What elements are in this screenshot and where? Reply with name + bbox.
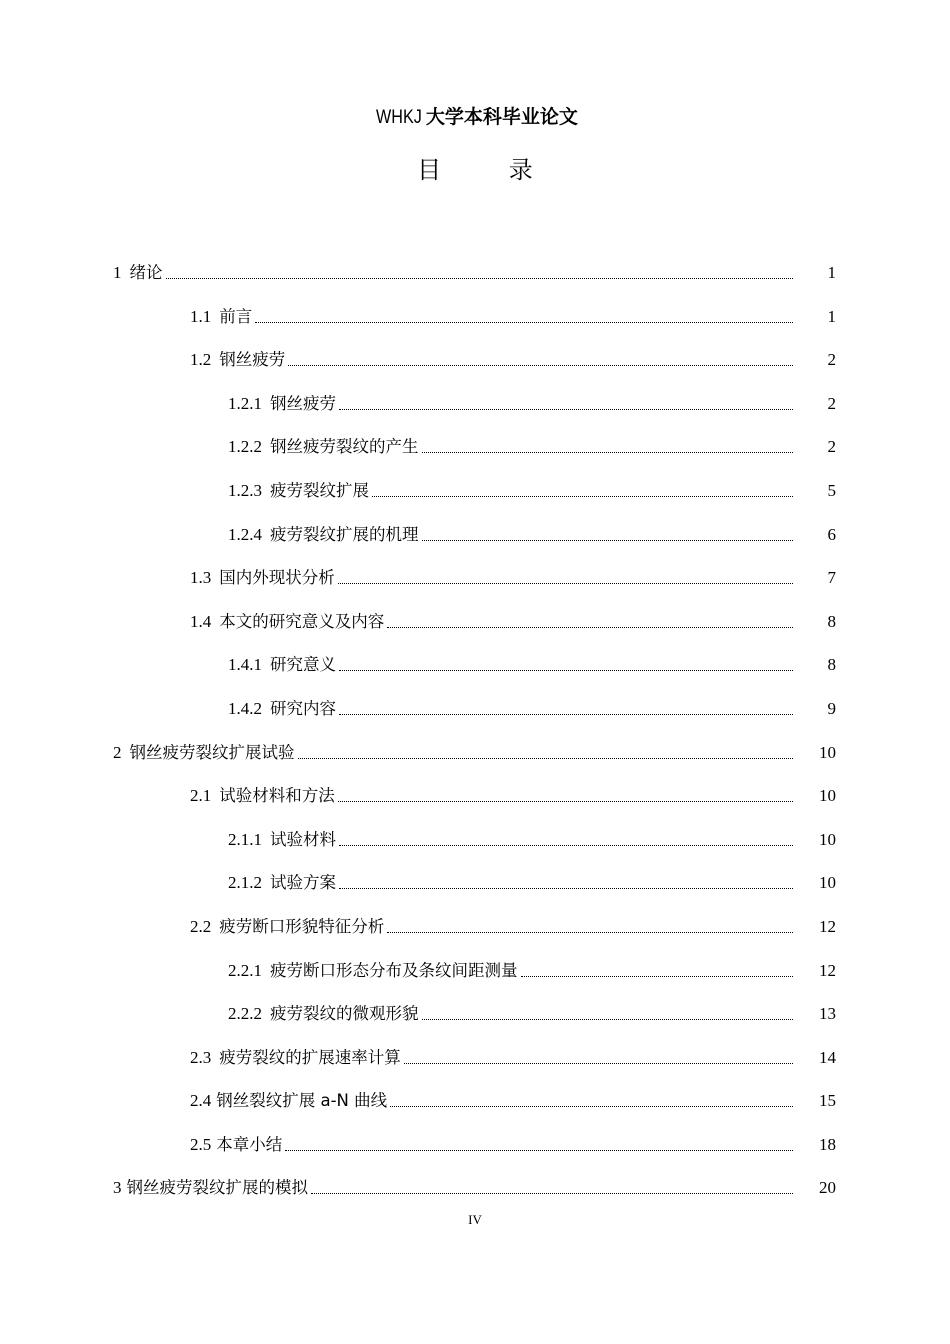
toc-dot-leader bbox=[339, 389, 793, 419]
toc-entry[interactable] bbox=[0, 1130, 950, 1174]
toc-section-title: 研究意义 bbox=[270, 655, 336, 675]
toc-section-title: 绪论 bbox=[129, 263, 163, 282]
header-thesis-label: 大学本科毕业论文 bbox=[425, 106, 578, 128]
toc-section-title: 钢丝疲劳裂纹扩展的模拟 bbox=[126, 1178, 308, 1198]
toc-entry[interactable] bbox=[0, 738, 950, 782]
toc-entry[interactable] bbox=[0, 563, 950, 607]
toc-section-title: 试验材料 bbox=[270, 829, 336, 849]
toc-section-title: 试验材料和方法 bbox=[219, 786, 335, 806]
toc-page-number: 12 bbox=[819, 916, 836, 936]
toc-page-number: 9 bbox=[827, 698, 836, 718]
toc-page-number: 10 bbox=[819, 873, 836, 893]
toc-section-number: 2.1.1 bbox=[228, 829, 262, 849]
toc-dot-leader bbox=[338, 781, 793, 811]
toc-section-number: 1.3 bbox=[190, 568, 212, 588]
toc-section-number: 2.4 bbox=[190, 1091, 212, 1111]
toc-section-title: 试验方案 bbox=[270, 873, 336, 893]
toc-section-title: 国内外现状分析 bbox=[219, 568, 335, 588]
toc-section-title: 前言 bbox=[219, 306, 253, 326]
toc-entry[interactable] bbox=[0, 389, 950, 433]
toc-entry[interactable] bbox=[0, 694, 950, 738]
toc-section-number: 2.1.2 bbox=[228, 873, 262, 893]
toc-section-title: 钢丝裂纹扩展 a-N 曲线 bbox=[216, 1091, 388, 1111]
toc-dot-leader bbox=[422, 999, 794, 1029]
toc-section-title: 疲劳断口形态分布及条纹间距测量 bbox=[270, 960, 518, 980]
toc-entry[interactable] bbox=[0, 432, 950, 476]
toc-section-number: 1.4.1 bbox=[228, 655, 262, 675]
toc-entry[interactable] bbox=[0, 476, 950, 520]
toc-dot-leader bbox=[521, 956, 794, 986]
toc-page-number: 18 bbox=[819, 1134, 836, 1154]
toc-page-number: 13 bbox=[819, 1004, 836, 1024]
toc-entry[interactable] bbox=[0, 302, 950, 346]
toc-page-number: 8 bbox=[827, 655, 836, 675]
toc-dot-leader bbox=[390, 1086, 793, 1116]
toc-dot-leader bbox=[422, 520, 794, 550]
toc-section-title: 疲劳断口形貌特征分析 bbox=[219, 916, 385, 936]
toc-page-number: 10 bbox=[819, 829, 836, 849]
toc-section-number: 2.2.1 bbox=[228, 960, 262, 980]
toc-section-number: 1.2.4 bbox=[228, 524, 262, 544]
toc-section-title: 疲劳裂纹扩展 bbox=[270, 480, 369, 500]
toc-page-number: 2 bbox=[827, 437, 836, 457]
toc-entry[interactable] bbox=[0, 825, 950, 869]
toc-dot-leader bbox=[298, 738, 794, 768]
toc-section-number: 2.2.2 bbox=[228, 1004, 262, 1024]
toc-dot-leader bbox=[339, 650, 793, 680]
toc-section-title: 本章小结 bbox=[216, 1134, 283, 1154]
toc-section-number: 3 bbox=[113, 1178, 122, 1198]
toc-entry[interactable] bbox=[0, 650, 950, 694]
toc-entry[interactable] bbox=[0, 1086, 950, 1130]
toc-page-number: 2 bbox=[827, 350, 836, 370]
toc-page-number: 2 bbox=[827, 393, 836, 413]
toc-section-title: 疲劳裂纹的扩展速率计算 bbox=[219, 1047, 401, 1067]
toc-page-number: 10 bbox=[819, 786, 836, 806]
toc-page-number: 12 bbox=[819, 960, 836, 980]
toc-section-number: 2.1 bbox=[190, 786, 212, 806]
toc-section-number: 2.5 bbox=[190, 1134, 212, 1154]
toc-dot-leader bbox=[387, 912, 793, 942]
toc-page-number: 5 bbox=[827, 480, 836, 500]
toc-page-number: 1 bbox=[827, 306, 836, 326]
toc-entry[interactable] bbox=[0, 607, 950, 651]
toc-dot-leader bbox=[372, 476, 793, 506]
toc-dot-leader bbox=[311, 1173, 793, 1203]
toc-section-title: 钢丝疲劳 bbox=[270, 393, 336, 413]
toc-dot-leader bbox=[338, 563, 793, 593]
toc-entry[interactable] bbox=[0, 781, 950, 825]
toc-section-number: 2 bbox=[113, 742, 122, 762]
toc-page-number: 20 bbox=[819, 1178, 836, 1198]
toc-entry[interactable] bbox=[0, 912, 950, 956]
toc-page-number: 10 bbox=[819, 742, 836, 762]
toc-dot-leader bbox=[288, 345, 793, 375]
toc-entry[interactable] bbox=[0, 1043, 950, 1087]
toc-dot-leader bbox=[422, 432, 794, 462]
toc-section-number: 1.4.2 bbox=[228, 698, 262, 718]
toc-page-number: 6 bbox=[827, 524, 836, 544]
toc-dot-leader bbox=[285, 1130, 793, 1160]
toc-entry[interactable] bbox=[0, 956, 950, 1000]
toc-section-title: 本文的研究意义及内容 bbox=[219, 611, 385, 631]
toc-page-number: 8 bbox=[827, 611, 836, 631]
toc-entry[interactable] bbox=[0, 520, 950, 564]
toc-section-title: 钢丝疲劳 bbox=[219, 350, 286, 370]
toc-dot-leader bbox=[339, 694, 793, 724]
toc-section-number: 1.2.1 bbox=[228, 393, 262, 413]
toc-section-title: 研究内容 bbox=[270, 698, 336, 718]
table-of-contents bbox=[0, 258, 950, 1217]
toc-dot-leader bbox=[404, 1043, 793, 1073]
toc-entry[interactable] bbox=[0, 345, 950, 389]
toc-entry[interactable] bbox=[0, 258, 950, 302]
toc-dot-leader bbox=[339, 868, 793, 898]
page-header bbox=[0, 104, 950, 131]
toc-section-number: 1.2.2 bbox=[228, 437, 262, 457]
toc-page-number: 15 bbox=[819, 1091, 836, 1111]
toc-entry[interactable] bbox=[0, 999, 950, 1043]
toc-entry[interactable] bbox=[0, 868, 950, 912]
toc-page-number: 7 bbox=[827, 568, 836, 588]
toc-section-title: 疲劳裂纹的微观形貌 bbox=[270, 1004, 419, 1024]
toc-dot-leader bbox=[387, 607, 793, 637]
toc-dot-leader bbox=[339, 825, 793, 855]
toc-section-number: 2.2 bbox=[190, 916, 212, 936]
toc-section-number: 1.4 bbox=[190, 611, 212, 631]
toc-section-number: 1 bbox=[113, 263, 122, 282]
toc-section-number: 2.3 bbox=[190, 1047, 212, 1067]
toc-section-title: 钢丝疲劳裂纹的产生 bbox=[270, 437, 419, 457]
toc-section-number: 1.2.3 bbox=[228, 480, 262, 500]
page-title: 目 录 bbox=[417, 156, 563, 184]
toc-page-number: 14 bbox=[819, 1047, 836, 1067]
toc-section-number: 1.1 bbox=[190, 306, 212, 326]
toc-section-title: 疲劳裂纹扩展的机理 bbox=[270, 524, 419, 544]
toc-section-title: 钢丝疲劳裂纹扩展试验 bbox=[129, 742, 295, 762]
toc-section-number: 1.2 bbox=[190, 350, 212, 370]
page-number: IV bbox=[468, 1212, 482, 1227]
header-university-code: WHKJ bbox=[376, 107, 422, 128]
toc-page-number: 1 bbox=[827, 263, 836, 282]
toc-dot-leader bbox=[166, 258, 794, 288]
toc-dot-leader bbox=[255, 302, 793, 332]
